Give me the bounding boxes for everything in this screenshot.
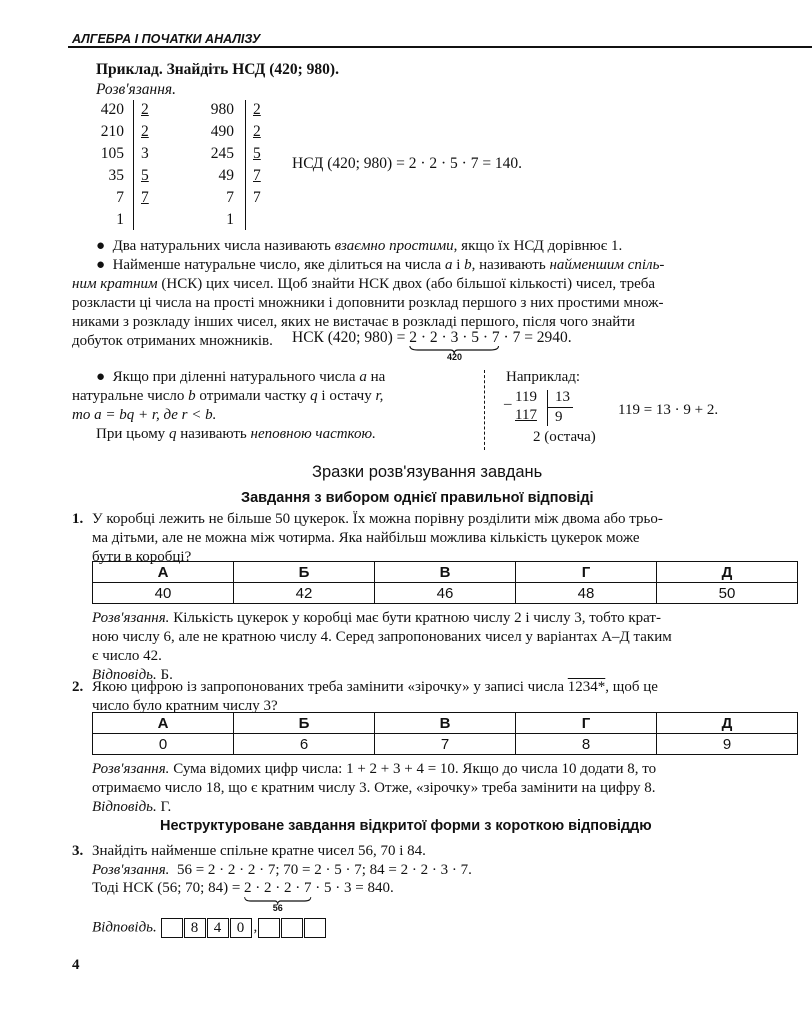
option-letter-3: Г [516, 562, 657, 583]
bullet-coprime: ● Два натуральних числа називають взаємно простими, якщо їх НСД дорівнює 1. [96, 238, 623, 254]
option-value-1: 6 [234, 734, 375, 755]
header-rule [68, 46, 812, 48]
factor-value: 980 [210, 101, 234, 118]
task3-answer [92, 918, 327, 938]
bullet-lcm: ● Найменше натуральне число, яке ділиться на числа a і b, називають найменшим спіль- ним кратним (НСК) цих чисел. Щоб знайти НСК двох (або більшої кількості) чисел, треба розкласти ці числа на прості множники і доповнити розклад першого з них простими множ- никами з розкладу інших чисел, яких не вистачає в розкладі першого, після чого знайти добуток отриманих множників. [72, 257, 665, 349]
option-value-4: 50 [657, 583, 798, 604]
gcd-result: НСД (420; 980) = 2 · 2 · 5 · 7 = 140. [292, 155, 523, 172]
factor-value: 7 [253, 189, 261, 206]
section-title: Зразки розв'язування завдань [312, 463, 543, 481]
option-letter-4: Д [657, 713, 798, 734]
factor-value: 490 [210, 123, 234, 140]
factor-value: 3 [141, 145, 149, 162]
factor-value: 5 [253, 145, 261, 162]
minus-sign: – [504, 396, 512, 412]
running-header: АЛГЕБРА І ПОЧАТКИ АНАЛІЗУ [72, 32, 261, 46]
underbrace-label: 420 [446, 352, 462, 362]
bullet-dot: ● [96, 238, 113, 254]
option-letter-2: В [375, 713, 516, 734]
factor-value: 7 [141, 189, 149, 206]
task3-text: Знайдіть найменше спільне кратне чисел 56, 70 і 84. Розв'язання. 56 = 2 · 2 · 2 · 7; 70 = 2 · 5 · 7; 84 = 2 · 2 · 3 · 7. [92, 843, 472, 878]
task2-answer-table [92, 712, 798, 755]
answer-digit-box [161, 918, 183, 938]
option-value-4: 9 [657, 734, 798, 755]
factor-value: 2 [253, 123, 261, 140]
option-value-2: 7 [375, 734, 516, 755]
remainder: 2 (остача) [533, 429, 596, 445]
task1-text: У коробці лежить не більше 50 цукерок. Їх можна порівну розділити між двома або трьо- ма дітьми, але не можна між чотирма. Яка найбільш можлива кількість цукерок може бути в коробці? [92, 511, 663, 565]
factor-value: 245 [210, 145, 234, 162]
answer-digit-box: 8 [184, 918, 206, 938]
answer-digit-box [258, 918, 280, 938]
factor-value: 2 [253, 101, 261, 118]
factor-value: 7 [253, 167, 261, 184]
factor-value: 2 [141, 123, 149, 140]
factor-divider-1 [133, 100, 134, 230]
task3-lcm-formula: Тоді НСК (56; 70; 84) = 2 · 2 · 2 · 7 56 · 5 · 3 = 840. [92, 880, 394, 913]
task3-number: 3. [72, 843, 84, 859]
factor-value: 1 [116, 211, 124, 228]
division-equation: 119 = 13 · 9 + 2. [618, 402, 719, 418]
lcm-formula: НСК (420; 980) = 2 · 2 · 3 · 5 · 7 420 · 7 = 2940. [292, 329, 572, 362]
option-letter-4: Д [657, 562, 798, 583]
option-letter-1: Б [234, 562, 375, 583]
option-letter-0: А [93, 713, 234, 734]
task1-solution: Розв'язання. Кількість цукерок у коробці має бути кратною числу 2 і числу 3, тобто крат- ною числу 6, але не кратною числу 4. Серед запропонованих чисел у варіантах А–Д таким є число 42. Відповідь. Б. [92, 610, 672, 683]
option-value-0: 0 [93, 734, 234, 755]
answer-label: Відповідь. [92, 919, 157, 936]
divisor: 13 [555, 389, 570, 405]
answer-digit-box: 4 [207, 918, 229, 938]
task2-text: Якою цифрою із запропонованих треба замінити «зірочку» у записі числа 1234*, щоб це число було кратним числу 3? [92, 679, 658, 714]
underbrace-label: 56 [272, 903, 283, 913]
factor-value: 105 [100, 145, 124, 162]
product: 117 [515, 407, 537, 423]
factor-value: 7 [116, 189, 124, 206]
dividend: 119 [515, 389, 537, 405]
task2-solution: Розв'язання. Сума відомих цифр числа: 1 + 2 + 3 + 4 = 10. Якщо до числа 10 додати 8, то отримаємо число 18, що є кратним числу 3. Отже, «зірочку» треба замінити на цифру 8. Відповідь. Г. [92, 761, 657, 815]
bullet-dot: ● [96, 369, 113, 385]
division-vertical-line [547, 390, 548, 426]
answer-digit-box [281, 918, 303, 938]
task2-number: 2. [72, 679, 84, 695]
example-solution-label: Розв'язання. [96, 81, 177, 98]
dashed-separator [484, 370, 485, 450]
subsection-title-open-form: Неструктуроване завдання відкритої форми з короткою відповіддю [160, 818, 652, 834]
factor-value: 7 [226, 189, 234, 206]
option-letter-2: В [375, 562, 516, 583]
option-value-2: 46 [375, 583, 516, 604]
example-label: Наприклад: [506, 369, 581, 385]
divisor-rule [547, 407, 573, 408]
factor-value: 49 [218, 167, 234, 184]
option-value-1: 42 [234, 583, 375, 604]
option-letter-3: Г [516, 713, 657, 734]
overlined-number: 1234* [567, 679, 606, 695]
option-letter-0: А [93, 562, 234, 583]
example-title: Приклад. Знайдіть НСД (420; 980). [96, 61, 339, 78]
decimal-comma: , [253, 919, 258, 936]
answer-digit-box: 0 [230, 918, 252, 938]
subsection-title-multiple-choice: Завдання з вибором однієї правильної відповіді [241, 490, 594, 506]
factor-value: 1 [226, 211, 234, 228]
division-rule: ● Якщо при діленні натурального числа a на натуральне число b отримали частку q і остачу r, то a = bq + r, де r < b. При цьому q називають неповною часткою. [72, 369, 386, 442]
task1-number: 1. [72, 511, 84, 527]
page-number: 4 [72, 957, 80, 973]
factor-value: 2 [141, 101, 149, 118]
option-value-3: 8 [516, 734, 657, 755]
quotient: 9 [555, 409, 563, 425]
factor-value: 35 [108, 167, 124, 184]
lcm-braced-part: 2 · 2 · 2 · 7 [244, 880, 312, 896]
factor-value: 420 [100, 101, 124, 118]
factor-value: 210 [100, 123, 124, 140]
answer-digit-box [304, 918, 326, 938]
factor-divider-2 [245, 100, 246, 230]
answer-boxes [161, 919, 328, 935]
option-value-3: 48 [516, 583, 657, 604]
lcm-braced-part: 2 · 2 · 3 · 5 · 7 [409, 329, 500, 346]
factor-value: 5 [141, 167, 149, 184]
option-value-0: 40 [93, 583, 234, 604]
task1-answer-table [92, 561, 798, 604]
bullet-dot: ● [96, 257, 113, 273]
option-letter-1: Б [234, 713, 375, 734]
